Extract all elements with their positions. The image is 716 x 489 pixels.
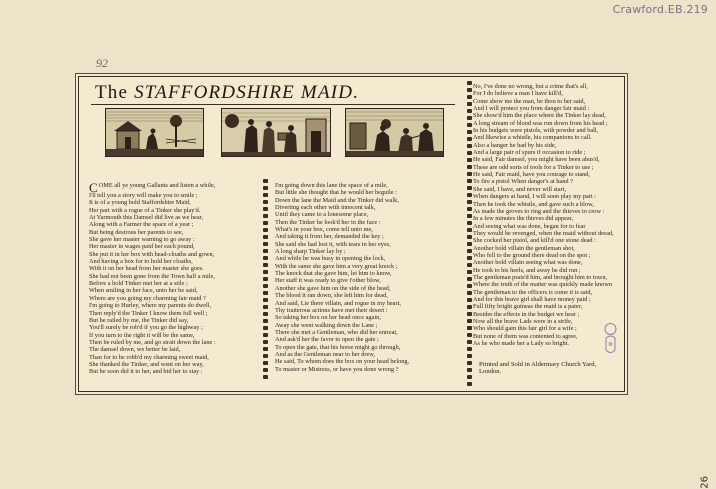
verse-line: I'm going to Hurley, where my parents do dwell, bbox=[89, 302, 212, 310]
verse-line: As made the groves to ring and the thieves to crow : bbox=[473, 207, 605, 215]
verse-line: So taking her box on her head once again, bbox=[275, 314, 381, 322]
verse-line: Then he took the whistle, and gave such a blow, bbox=[473, 200, 594, 208]
verse-line: But he railed by me, the Tinker did say, bbox=[89, 316, 189, 324]
verse-line: Who fell to the ground there dead on the spot ; bbox=[473, 251, 591, 259]
verse-line: And likewise a whistle, his companions to call. bbox=[473, 134, 592, 142]
verse-line: Thy traiterous actions have met their desert : bbox=[275, 306, 388, 314]
verse-line: And while he was busy in opening the lock, bbox=[275, 255, 386, 263]
verse-line: There she met a Gentleman, who did her entreat, bbox=[275, 328, 398, 336]
verse-line: Along with a Farmer the space of a year ; bbox=[89, 221, 194, 229]
verse-line: The gentleman prais'd him, and brought him to town, bbox=[473, 273, 608, 281]
verse-line: No, I've done no wrong, but a crime that's all, bbox=[473, 83, 588, 90]
verse-line: The knock that she gave him, let him to know, bbox=[275, 270, 392, 278]
verse-line: Then be ruled by me, and go strait down the lane : bbox=[89, 338, 216, 346]
title-prefix: The bbox=[95, 82, 129, 103]
woodcut-image-2 bbox=[221, 108, 331, 157]
verse-line: Her master in wages paid her each pound, bbox=[89, 243, 195, 251]
verse-line: Who should gain this fair girl for a wife ; bbox=[473, 325, 577, 333]
verse-line: Than for to be robb'd my charming sweet maid, bbox=[89, 353, 209, 361]
verse-line: Diverting each other with innocent talk, bbox=[275, 204, 376, 212]
verse-line: And I will protect you from danger fair maid : bbox=[473, 105, 590, 113]
broadside-sheet bbox=[78, 76, 625, 392]
verse-line: And taking it from her, demanded the key ; bbox=[275, 233, 384, 241]
verse-line: A long stream of blood was run down from his head ; bbox=[473, 119, 608, 127]
verse-line: Where the truth of the matter was quickly made known bbox=[473, 281, 613, 289]
verse-line: A long sharp Tinker lay by ; bbox=[275, 248, 346, 256]
verse-line: And having a box for to hold her cloaths, bbox=[89, 258, 193, 266]
verse-line: To fire a pistol When danger's at hand ? bbox=[473, 178, 573, 186]
verse-line: With it on her head from her master she goes. bbox=[89, 265, 204, 273]
verse-line: COME all ye young Gallants and listen a while, bbox=[89, 182, 216, 192]
ballad-title bbox=[95, 82, 455, 104]
verse-line: Away she went walking down the Lane ; bbox=[275, 321, 378, 329]
verse-line: These are odd sorts of tools for a Tinker to use ; bbox=[473, 163, 594, 171]
verse-line: He said, Fair damsel, you might have been abus'd, bbox=[473, 156, 600, 164]
library-stamp-icon bbox=[602, 322, 619, 359]
verse-line: In a few minutes the thieves did appear, bbox=[473, 215, 574, 223]
verse-line: Another bold villain seeing what was done, bbox=[473, 259, 583, 267]
verse-line: If you turn to the right it will be the same, bbox=[89, 331, 195, 339]
verse-line: To master or Mistress, or have you done wrong ? bbox=[275, 365, 399, 373]
verse-line: To open the gate, that his horse might go through, bbox=[275, 343, 401, 351]
verse-line: It is of a young bold Staffordshire Maid, bbox=[89, 199, 191, 207]
verse-line: Now all the brave Lads were in a strife, bbox=[473, 318, 573, 325]
verse-line: In his budgets were pistols, with powder and ball, bbox=[473, 127, 599, 135]
title-rule bbox=[91, 104, 455, 105]
verse-line: She show'd him the place where the Tinker lay dead, bbox=[473, 112, 606, 120]
verse-line: Down the lane the Maid and the Tinker did walk, bbox=[275, 196, 399, 204]
verse-line: She had not been gone from the Town half a mile, bbox=[89, 272, 215, 280]
verse-line: Before a bold Tinker met her at a stile ; bbox=[89, 280, 188, 288]
verse-line: Another bold villain the gentleman shot, bbox=[473, 244, 575, 252]
archive-reference: Crawford.EB.219 bbox=[612, 3, 708, 16]
verse-line: What's in your box, come tell unto me, bbox=[275, 226, 373, 234]
verse-line: She gave her master warning to go away : bbox=[89, 236, 195, 244]
verse-line: When dangers at hand, I will soon play my part : bbox=[473, 193, 596, 201]
verse-line: She thanked the Tinker, and went on her way, bbox=[89, 360, 204, 368]
verse-line: At Yarmouth this Damsel did live as we hear, bbox=[89, 214, 204, 222]
ballad-column-middle bbox=[275, 182, 463, 373]
verse-line: As he who made her a Lady so bright. bbox=[473, 340, 570, 348]
verse-line: But none of them was contented to agree, bbox=[473, 332, 578, 340]
page-number: 26 bbox=[700, 476, 711, 489]
verse-line: But being desirous her parents to see, bbox=[89, 228, 184, 236]
ornament-divider-left bbox=[262, 179, 268, 387]
title-main: STAFFORDSHIRE MAID. bbox=[134, 82, 360, 103]
drop-cap: C bbox=[89, 182, 98, 192]
verse-line: I'll tell you a story will make you to smile ; bbox=[89, 192, 198, 199]
printer-imprint: Printed and Sold in Aldermary Church Yard, London. bbox=[479, 361, 597, 375]
verse-line: And said, Lie there villain, and rogue in my heart, bbox=[275, 299, 401, 307]
woodcut-image-1 bbox=[105, 108, 204, 157]
verse-line: They would be revenged, when the maid without dread, bbox=[473, 229, 614, 237]
verse-line: He said, Fair maid, have you courage to stand, bbox=[473, 171, 590, 179]
verse-line: And seeing what was done, began for to fear bbox=[473, 222, 586, 230]
verse-line: I'm going down this lane the space of a mile, bbox=[275, 182, 388, 189]
verse-line: The damsel down, we better be laid, bbox=[89, 346, 181, 354]
verse-line: And for this brave girl shall have money paid ; bbox=[473, 295, 591, 303]
verse-line: Until they came to a lonesome place, bbox=[275, 211, 369, 219]
verse-line: But little she thought that he would her beguile : bbox=[275, 189, 397, 197]
verse-line: He said, To whom does the box on your head belong, bbox=[275, 358, 410, 366]
verse-line: Besides the effects in the budget we hear ; bbox=[473, 310, 580, 318]
verse-line: She put it in her box with head-cloaths and gown, bbox=[89, 250, 215, 258]
verse-line: And ask'd her the favor to open the gate ; bbox=[275, 336, 379, 344]
verse-line: Her part with a rogue of a Tinker she play'd. bbox=[89, 206, 201, 214]
verse-line: Also a hanger he had by his side, bbox=[473, 141, 557, 149]
verse-line: Her staff it was ready to give t'other blow, bbox=[275, 277, 381, 285]
verse-line: The blood it ran down, she left him for dead, bbox=[275, 292, 388, 300]
verse-line: Another she gave him on the side of the head, bbox=[275, 284, 391, 292]
verse-line: Full fifty bright guineas the maid is a pater, bbox=[473, 303, 583, 311]
verse-line: With the same she gave him a very great knock ; bbox=[275, 262, 398, 270]
ballad-column-right bbox=[473, 83, 619, 347]
verse-line: She cocked her pistol, and kill'd one stone dead : bbox=[473, 237, 596, 245]
verse-line: And as the Gentleman near to her drew, bbox=[275, 350, 375, 358]
ballad-column-left bbox=[89, 182, 259, 376]
verse-line: Then the Tinker he look'd her in the face : bbox=[275, 218, 381, 226]
verse-line: For I do believe a man I have kill'd, bbox=[473, 90, 563, 98]
verse-line: And a large pair of spurs if occasion to ride ; bbox=[473, 149, 586, 157]
verse-line: The gentleman to the officers is come it is said, bbox=[473, 288, 593, 296]
verse-line: He took to his heels, and away he did run ; bbox=[473, 266, 581, 274]
verse-line: Come show me the man, be thou to her said, bbox=[473, 97, 586, 105]
verse-line: She said she had lost it, with tears in her eyes, bbox=[275, 240, 391, 248]
verse-line: You'll surely be rob'd if you go the highway ; bbox=[89, 324, 203, 332]
verse-line: She said, I have, and never will start, bbox=[473, 185, 567, 193]
woodcut-image-3 bbox=[345, 108, 444, 157]
verse-line: Then reply'd the Tinker I know them full well ; bbox=[89, 309, 208, 317]
ornament-divider-right bbox=[466, 81, 472, 387]
verse-line: When smiling in her face, unto her he said, bbox=[89, 287, 198, 295]
verse-line: But he soon did it to her, and bid her to stay : bbox=[89, 368, 203, 376]
pencil-number: 92 bbox=[96, 56, 108, 70]
verse-line: Where are you going my charming fair maid ? bbox=[89, 294, 206, 302]
